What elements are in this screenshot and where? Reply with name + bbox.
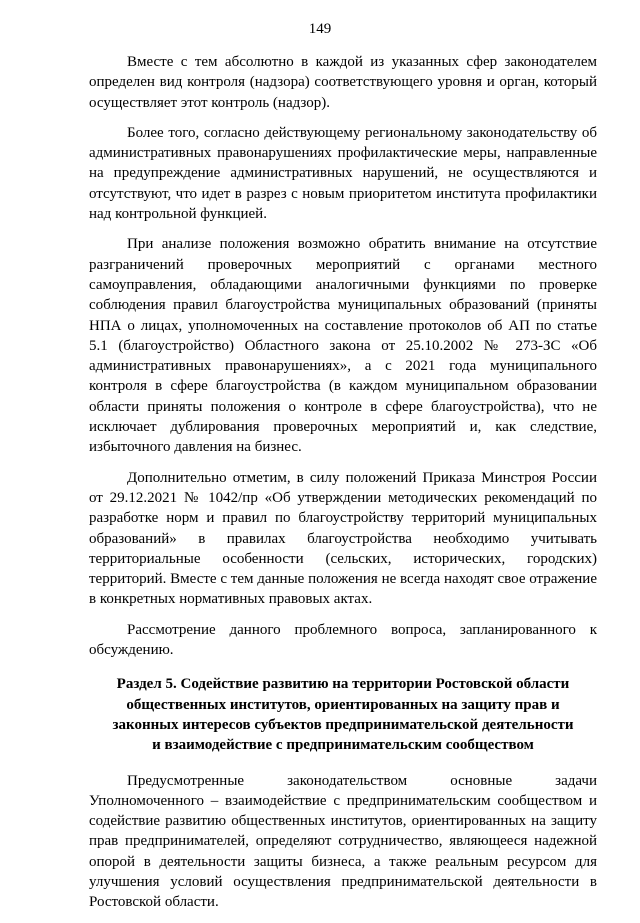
paragraph: Рассмотрение данного проблемного вопроса, запланированного к обсуждению. — [89, 621, 597, 659]
section-heading-line: законных интересов субъектов предпринимательской деятельности — [112, 716, 574, 733]
paragraph: Более того, согласно действующему региональному законодательству об административных правонарушениях профилактические меры, направленные на предупреждение административных нарушений, не осуществляются и отсутствуют, что идет в разрез с новым приоритетом института профилактики над контрольной функцией. — [89, 124, 597, 223]
paragraph: Вместе с тем абсолютно в каждой из указанных сфер законодателем определен вид контроля (надзора) соответствующего уровня и орган, который осуществляет этот контроль (надзор). — [89, 54, 597, 111]
section-heading-line: и взаимодействие с предпринимательским сообществом — [152, 737, 534, 754]
page-number: 149 — [308, 21, 332, 37]
section-heading — [89, 674, 597, 755]
page-content — [89, 52, 597, 923]
paragraph: Дополнительно отметим, в силу положений Приказа Минстроя России от 29.12.2021 № 1042/пр «Об утверждении методических рекомендаций по разработке норм и правил по благоустройству территорий муниципальных образований» в правилах благоустройства необходимо учитывать территориальные особенности (сельских, исторических, городских) территорий. Вместе с тем данные положения не всегда находят свое отражение в конкретных нормативных правовых актах. — [89, 469, 597, 608]
section-heading-line: Раздел 5. Содействие развитию на территории Ростовской области — [116, 676, 570, 693]
paragraph: При анализе положения возможно обратить внимание на отсутствие разграничений проверочных мероприятий с органами местного самоуправления, обладающими аналогичными функциями по проверке соблюдения правил благоустройства муниципальных образований (приняты НПА о лицах, уполномоченных на составление протоколов об АП по статье 5.1 (благоустройство) Областного закона от 25.10.2002 № 273-ЗС «Об административных правонарушениях», а с 2021 года муниципального контроля в сфере благоустройства (в каждом муниципальном образовании области приняты положения о контроле в сфере благоустройства), что не исключает дублирования проверочных мероприятий и, как следствие, избыточного давления на бизнес. — [89, 236, 597, 456]
paragraph: Предусмотренные законодательством основные задачи Уполномоченного – взаимодействие с предпринимательским сообществом и содействие развитию общественных институтов, ориентированных на защиту прав предпринимателей, определяют сотрудничество, являющееся надежной опорой в деятельности защиты бизнеса, а также реальным ресурсом для улучшения условий осуществления предпринимательской деятельности в Ростовской области. — [89, 772, 597, 911]
section-heading-line: общественных институтов, ориентированных на защиту прав и — [126, 696, 560, 713]
